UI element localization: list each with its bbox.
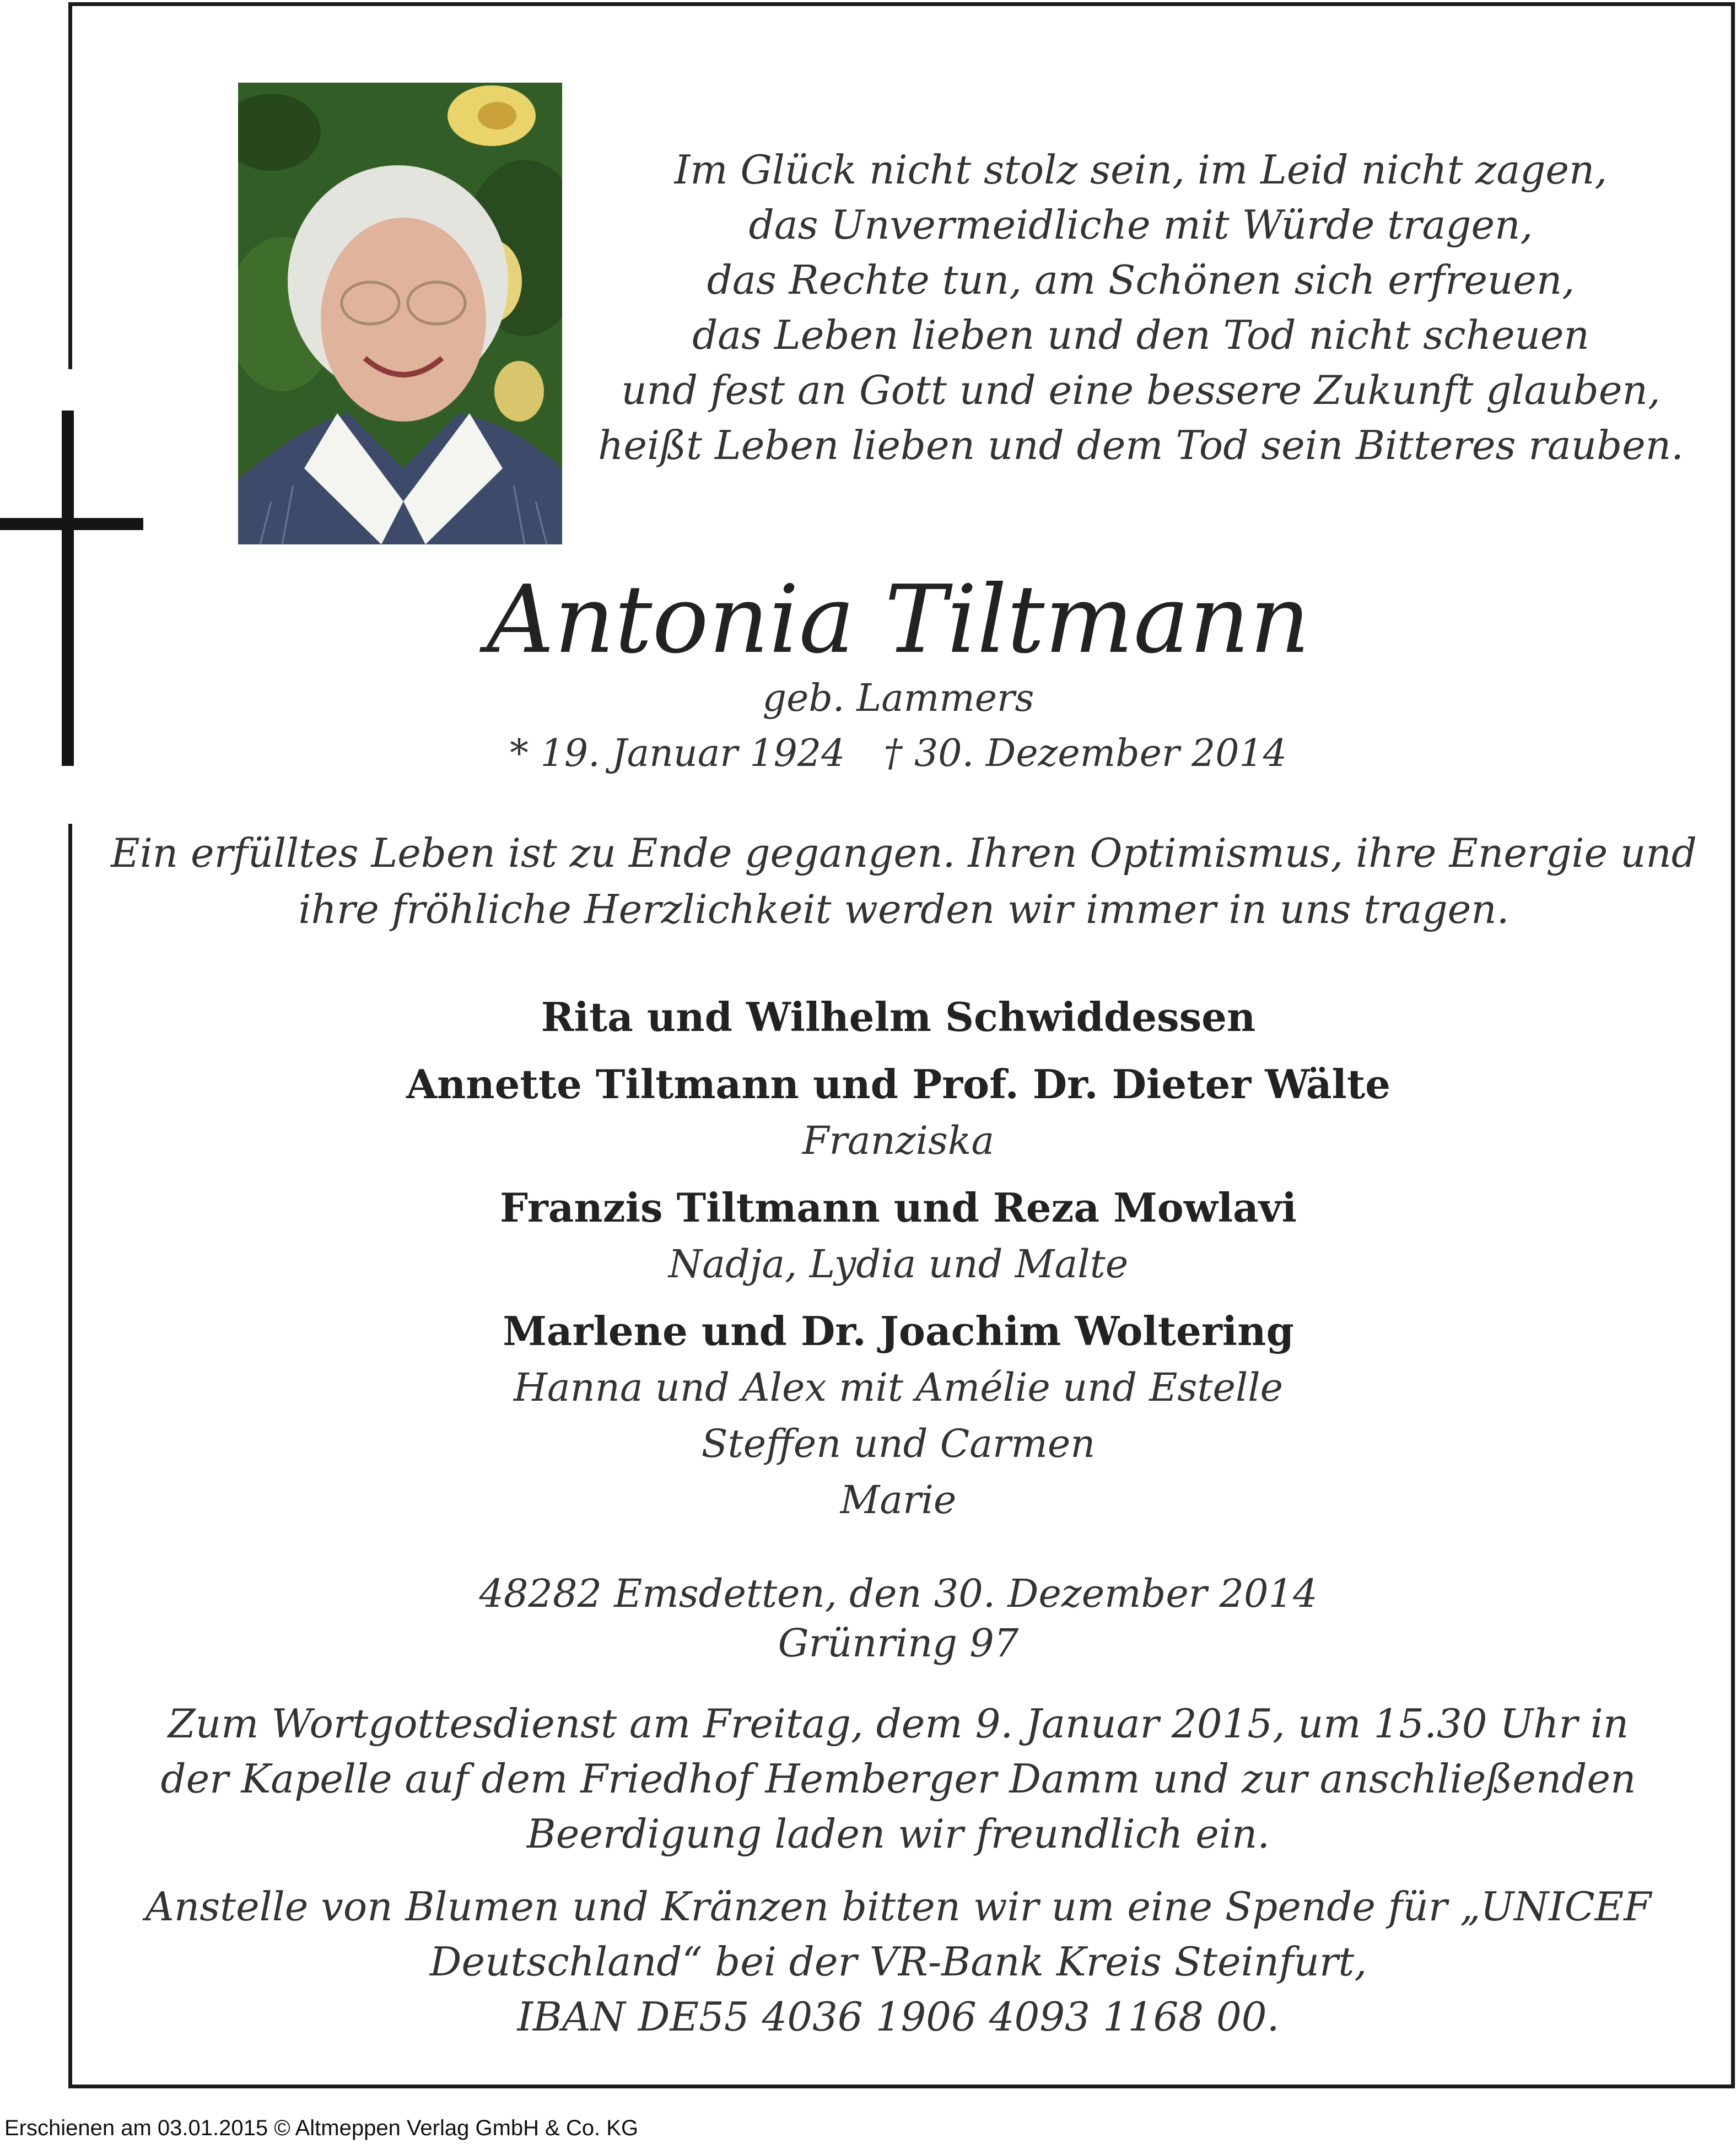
birth-date: * 19. Januar 1924 <box>509 732 845 775</box>
poem-line: das Rechte tun, am Schönen sich erfreuen, <box>707 257 1575 303</box>
death-date: † 30. Dezember 2014 <box>883 732 1287 775</box>
place-and-date <box>331 1569 1466 1668</box>
family-children-row: Nadja, Lydia und Malte <box>668 1241 1129 1287</box>
poem-line: heißt Leben lieben und dem Tod sein Bitteres rauben. <box>597 422 1684 468</box>
donation-line: IBAN DE55 4036 1906 4093 1168 00. <box>517 1994 1280 2040</box>
deceased-name: Antonia Tiltmann <box>486 565 1311 674</box>
cross-icon-vertical-bar <box>62 411 74 766</box>
publication-footer: Erschienen am 03.01.2015 © Altmeppen Verlag GmbH & Co. KG <box>4 2116 639 2140</box>
service-line: der Kapelle auf dem Friedhof Hemberger Damm und zur anschließenden <box>160 1756 1636 1802</box>
message-line: ihre fröhliche Herzlichkeit werden wir immer in uns tragen. <box>298 886 1509 932</box>
frame-top-border <box>68 2 1735 6</box>
place-date-line: 48282 Emsdetten, den 30. Dezember 2014 <box>479 1571 1318 1616</box>
donation-line: Deutschland“ bei der VR-Bank Kreis Steinfurt, <box>429 1939 1367 1985</box>
donation-request <box>110 1879 1686 2044</box>
cross-icon-horizontal-bar <box>0 518 143 530</box>
frame-right-border <box>1731 2 1735 2088</box>
family-name-row: Rita und Wilhelm Schwiddessen <box>541 993 1256 1040</box>
frame-left-border-upper <box>68 2 72 369</box>
address-line: Grünring 97 <box>778 1621 1019 1666</box>
family-name-row: Marlene und Dr. Joachim Woltering <box>503 1308 1294 1354</box>
poem-line: und fest an Gott und eine bessere Zukunft glauben, <box>621 367 1660 413</box>
family-children-row: Franziska <box>802 1118 995 1163</box>
family-list <box>165 989 1631 1528</box>
family-name-row: Franzis Tiltmann und Reza Mowlavi <box>499 1184 1297 1231</box>
memorial-message <box>88 825 1719 937</box>
poem-line: das Unvermeidliche mit Würde tragen, <box>748 202 1533 248</box>
family-name-row: Annette Tiltmann und Prof. Dr. Dieter Wälte <box>406 1061 1390 1108</box>
donation-line: Anstelle von Blumen und Kränzen bitten wir um eine Spende für „UNICEF <box>145 1883 1652 1930</box>
service-line: Zum Wortgottesdienst am Freitag, dem 9. Januar 2015, um 15.30 Uhr in <box>168 1700 1629 1747</box>
family-children-row: Steffen und Carmen <box>701 1421 1096 1466</box>
service-line: Beerdigung laden wir freundlich ein. <box>526 1811 1270 1857</box>
family-children-row: Marie <box>840 1477 957 1522</box>
frame-bottom-border <box>68 2085 1735 2088</box>
poem-line: Im Glück nicht stolz sein, im Leid nicht zagen, <box>674 147 1608 193</box>
portrait-photo <box>238 83 562 544</box>
poem-line: das Leben lieben und den Tod nicht scheuen <box>692 312 1589 358</box>
life-dates <box>386 726 1411 781</box>
family-children-row: Hanna und Alex mit Amélie und Estelle <box>513 1365 1284 1410</box>
message-line: Ein erfülltes Leben ist zu Ende gegangen. Ihren Optimismus, ihre Energie und <box>111 830 1697 876</box>
poem-quote <box>584 142 1697 473</box>
birth-name: geb. Lammers <box>762 677 1034 720</box>
frame-left-border-lower <box>68 824 72 2088</box>
funeral-service-info <box>110 1696 1686 1861</box>
